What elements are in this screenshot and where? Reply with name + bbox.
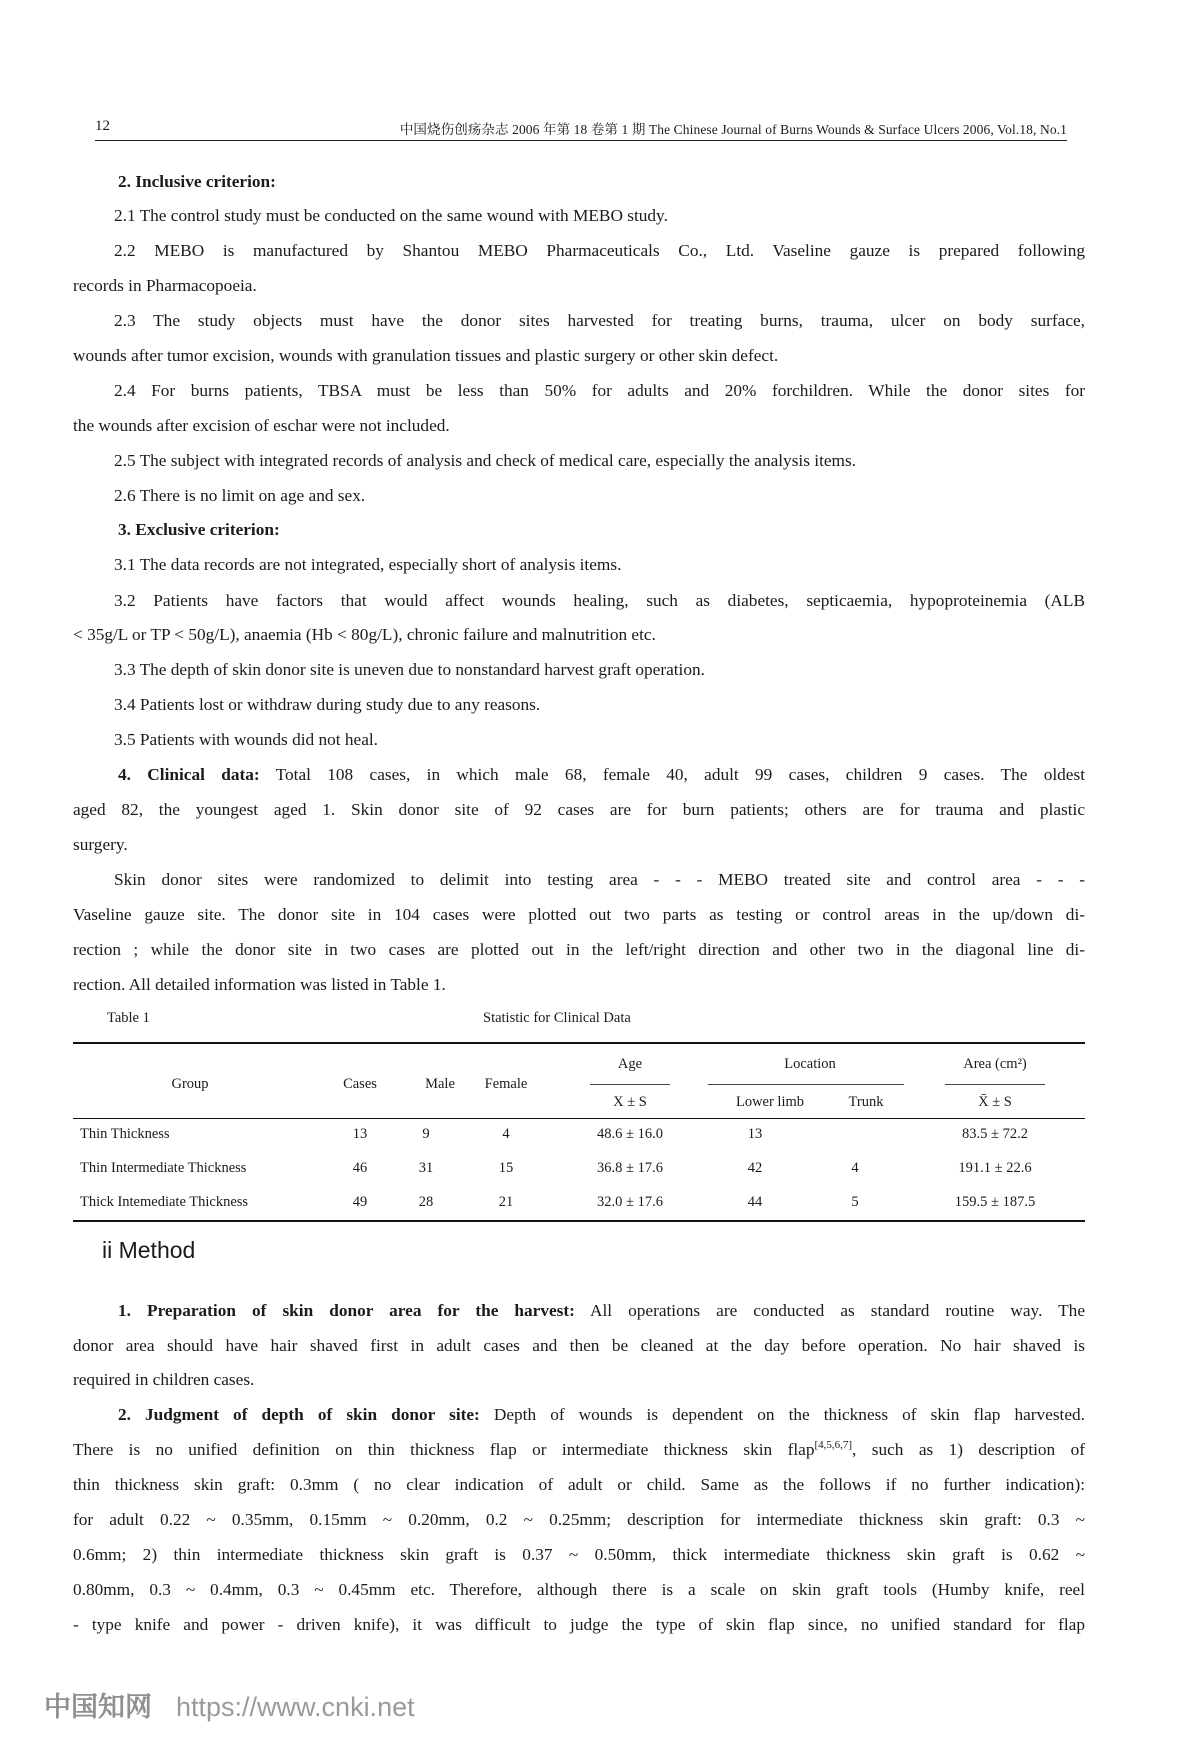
- col-header-age-stat: X ± S: [613, 1094, 647, 1110]
- table-cell-cases: 46: [352, 1160, 368, 1176]
- table-cell-lower-limb: 13: [747, 1126, 763, 1142]
- table-cell-male: 31: [418, 1160, 434, 1176]
- table-cell-female: 15: [498, 1160, 514, 1176]
- cnki-brand: 中国知网: [44, 1692, 152, 1722]
- running-header: [95, 118, 1067, 141]
- exclusive-item-cont: < 35g/L or TP < 50g/L), anaemia (Hb < 80g/L), chronic failure and malnutrition etc.: [73, 625, 656, 644]
- inclusive-item-cont: wounds after tumor excision, wounds with granulation tissues and plastic surgery or other skin defect.: [73, 346, 779, 365]
- table-cell-male: 28: [418, 1194, 434, 1210]
- table-cell-trunk: 4: [851, 1160, 859, 1176]
- inclusive-item: 2.5 The subject with integrated records of analysis and check of medical care, especially the analysis items.: [114, 451, 857, 470]
- method-text-with-citation: [73, 1438, 1085, 1462]
- method-text: , such as 1) description of: [852, 1440, 1085, 1459]
- col-header-cases: Cases: [343, 1076, 377, 1092]
- col-header-male: Male: [425, 1076, 455, 1092]
- clinical-text: rection. All detailed information was listed in Table 1.: [73, 975, 446, 994]
- inclusive-item-cont: records in Pharmacopoeia.: [73, 276, 257, 295]
- exclusive-item: 3.4 Patients lost or withdraw during study due to any reasons.: [114, 695, 541, 714]
- exclusive-item: 3.3 The depth of skin donor site is uneven due to nonstandard harvest graft operation.: [114, 660, 705, 679]
- table-cell-age: 48.6 ± 16.0: [597, 1126, 663, 1142]
- table-top-rule: [73, 1042, 1085, 1044]
- inclusive-item-cont: the wounds after excision of eschar were not included.: [73, 416, 450, 435]
- col-header-area: Area (cm²): [963, 1056, 1027, 1072]
- method-p2-heading: 2. Judgment of depth of skin donor site:: [118, 1405, 480, 1424]
- table-cell-area: 159.5 ± 187.5: [954, 1194, 1036, 1210]
- table-cell-female: 4: [502, 1126, 510, 1142]
- method-p1-heading: 1. Preparation of skin donor area for the harvest:: [118, 1301, 575, 1320]
- col-header-trunk: Trunk: [848, 1094, 884, 1110]
- area-subrule: [945, 1084, 1045, 1085]
- exclusive-item: 3.2 Patients have factors that would affect wounds healing, such as diabetes, septicaemia, hypoproteinemia (ALB: [114, 591, 1085, 610]
- table-cell-age: 36.8 ± 17.6: [597, 1160, 663, 1176]
- method-text: There is no unified definition on thin thickness flap or intermediate thickness skin flap: [73, 1440, 815, 1459]
- col-header-age: Age: [617, 1056, 643, 1072]
- cnki-watermark: [44, 1685, 415, 1724]
- table-cell-group: Thin Thickness: [80, 1126, 170, 1142]
- age-subrule: [590, 1084, 670, 1085]
- clinical-text: aged 82, the youngest aged 1. Skin donor site of 92 cases are for burn patients; others are for trauma and plastic: [73, 800, 1085, 819]
- col-header-female: Female: [484, 1076, 528, 1092]
- method-text: Depth of wounds is dependent on the thickness of skin flap harvested.: [479, 1405, 1085, 1424]
- clinical-text: Vaseline gauze site. The donor site in 104 cases were plotted out two parts as testing or control areas in the up/down di-: [73, 905, 1085, 924]
- table-cell-trunk: 5: [851, 1194, 859, 1210]
- table-cell-cases: 49: [352, 1194, 368, 1210]
- col-header-location: Location: [784, 1056, 836, 1072]
- page-number: 12: [95, 118, 110, 134]
- col-header-group: Group: [171, 1076, 209, 1092]
- method-paragraph-1: [118, 1299, 1085, 1323]
- inclusive-item: 2.1 The control study must be conducted on the same wound with MEBO study.: [114, 206, 668, 225]
- table-bottom-rule: [73, 1220, 1085, 1222]
- method-text: 0.6mm; 2) thin intermediate thickness skin graft is 0.37 ~ 0.50mm, thick intermediate thickness skin graft is 0.62 ~: [73, 1545, 1085, 1564]
- clinical-text: rection ; while the donor site in two cases are plotted out in the left/right direction and other two in the diagonal line di-: [73, 940, 1085, 959]
- table-cell-age: 32.0 ± 17.6: [597, 1194, 663, 1210]
- table-cell-male: 9: [422, 1126, 430, 1142]
- method-text: donor area should have hair shaved first in adult cases and then be cleaned at the day before operation. No hair shaved is: [73, 1336, 1085, 1355]
- clinical-paragraph-first-line: [118, 763, 1085, 787]
- table-cell-lower-limb: 44: [747, 1194, 763, 1210]
- exclusive-item: 3.5 Patients with wounds did not heal.: [114, 730, 379, 749]
- method-text: required in children cases.: [73, 1370, 255, 1389]
- method-text: for adult 0.22 ~ 0.35mm, 0.15mm ~ 0.20mm, 0.2 ~ 0.25mm; description for intermediate thickness skin graft: 0.3 ~: [73, 1510, 1085, 1529]
- inclusive-item: 2.2 MEBO is manufactured by Shantou MEBO Pharmaceuticals Co., Ltd. Vaseline gauze is prepared following: [114, 241, 1085, 260]
- method-text: - type knife and power - driven knife), it was difficult to judge the type of skin flap since, no unified standard for flap: [73, 1615, 1085, 1634]
- exclusive-item: 3.1 The data records are not integrated, especially short of analysis items.: [114, 555, 622, 574]
- table-cell-area: 83.5 ± 72.2: [962, 1126, 1028, 1142]
- table-cell-group: Thick Intemediate Thickness: [80, 1194, 249, 1210]
- method-paragraph-2: [118, 1403, 1085, 1427]
- table-cell-female: 21: [498, 1194, 514, 1210]
- table-caption: Statistic for Clinical Data: [483, 1010, 631, 1026]
- citation-ref: [4,5,6,7]: [814, 1439, 853, 1451]
- table-cell-lower-limb: 42: [747, 1160, 763, 1176]
- col-header-area-stat: X̄ ± S: [978, 1094, 1012, 1110]
- table-cell-cases: 13: [352, 1126, 368, 1142]
- inclusive-item: 2.6 There is no limit on age and sex.: [114, 486, 366, 505]
- running-title: 中国烧伤创疡杂志 2006 年第 18 卷第 1 期 The Chinese Journal of Burns Wounds & Surface Ulcers 2006, Vol.18, No.1: [399, 122, 1067, 137]
- method-text: All operations are conducted as standard routine way. The: [574, 1301, 1085, 1320]
- method-text: 0.80mm, 0.3 ~ 0.4mm, 0.3 ~ 0.45mm etc. Therefore, although there is a scale on skin graft tools (Humby knife, reel: [73, 1580, 1085, 1599]
- table-header-rule: [73, 1118, 1085, 1119]
- inclusive-heading: 2. Inclusive criterion:: [118, 172, 276, 191]
- section-title-method: ii Method: [102, 1237, 196, 1263]
- table-label: Table 1: [107, 1010, 150, 1026]
- exclusive-heading: 3. Exclusive criterion:: [118, 520, 280, 539]
- method-text: thin thickness skin graft: 0.3mm ( no clear indication of adult or child. Same as the follows if no further indication):: [73, 1475, 1085, 1494]
- clinical-heading: 4. Clinical data:: [118, 765, 260, 784]
- clinical-text: Skin donor sites were randomized to delimit into testing area - - - MEBO treated site and control area - - -: [114, 870, 1085, 889]
- inclusive-item: 2.4 For burns patients, TBSA must be less than 50% for adults and 20% forchildren. While the donor sites for: [114, 381, 1085, 400]
- clinical-text: Total 108 cases, in which male 68, female 40, adult 99 cases, children 9 cases. The oldest: [259, 765, 1085, 784]
- clinical-text: surgery.: [73, 835, 128, 854]
- cnki-url: https://www.cnki.net: [176, 1692, 415, 1722]
- location-subrule: [708, 1084, 904, 1085]
- col-header-lower-limb: Lower limb: [735, 1094, 805, 1110]
- table-cell-area: 191.1 ± 22.6: [958, 1160, 1032, 1176]
- table-cell-group: Thin Intermediate Thickness: [80, 1160, 247, 1176]
- inclusive-item: 2.3 The study objects must have the donor sites harvested for treating burns, trauma, ulcer on body surface,: [114, 311, 1085, 330]
